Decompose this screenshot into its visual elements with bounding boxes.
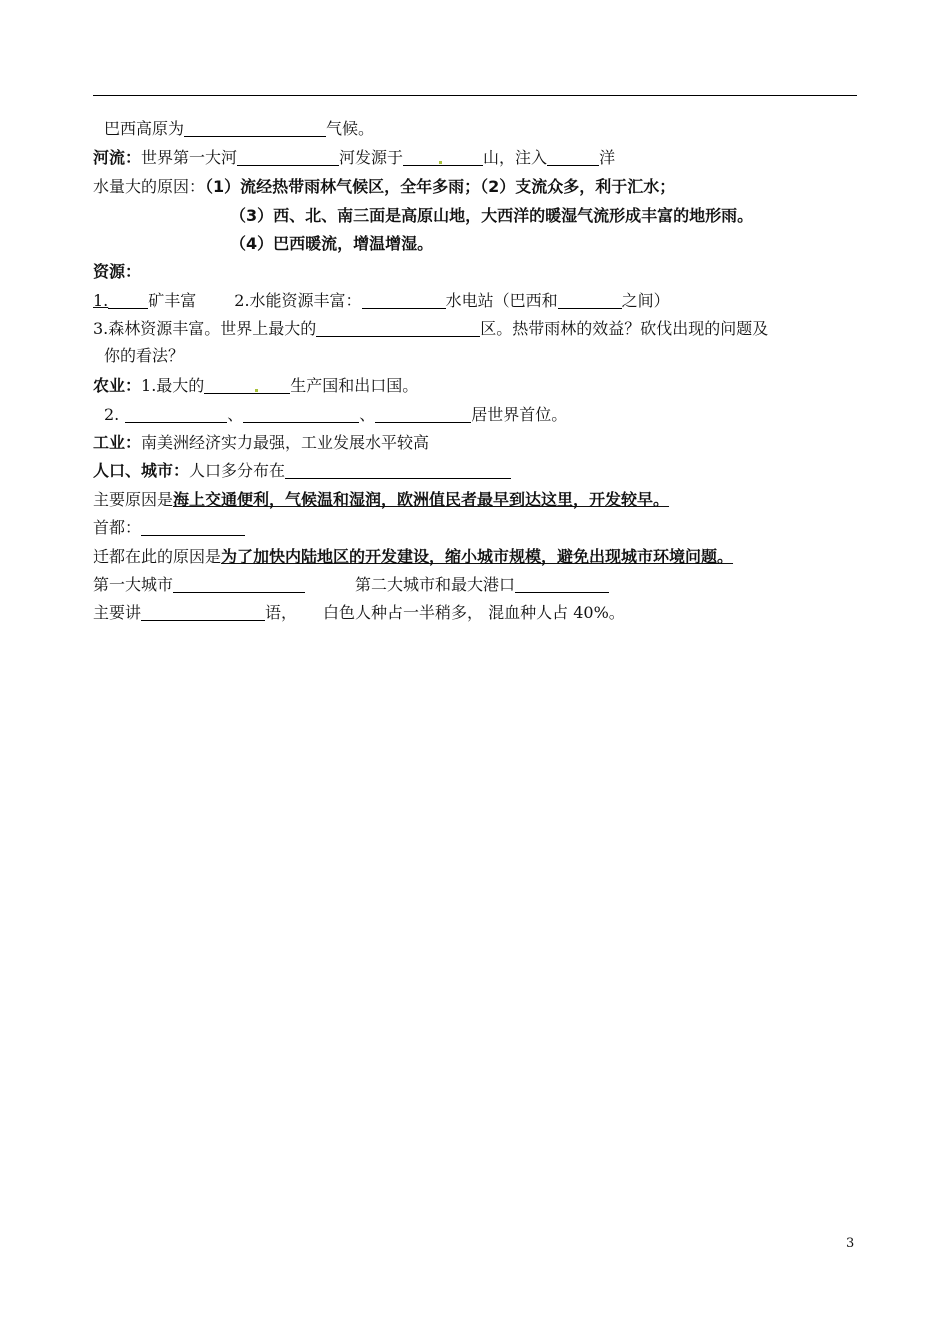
race-text: 白色人种占一半稍多， 混血种人占 40%。 [323, 603, 625, 622]
blank-river[interactable] [237, 149, 339, 166]
res3-text1: 3.森林资源丰富。世界上最大的 [93, 319, 317, 338]
population-line [93, 460, 511, 482]
capital-line [93, 517, 245, 539]
reason-1-2: （1）流经热带雨林气候区，全年多雨；（2）支流众多，利于汇水； [205, 177, 676, 196]
move-reason: 为了加快内陆地区的开发建设，缩小城市规模，避免出现城市环境问题。 [221, 547, 734, 566]
river-text1: 世界第一大河 [141, 148, 238, 167]
capital-label: 首都： [93, 518, 142, 537]
res1-text: 矿丰富 [148, 291, 197, 310]
blank-language[interactable] [141, 604, 265, 621]
city1-label: 第一大城市 [93, 575, 174, 594]
agri1-text2: 生产国和出口国。 [290, 376, 419, 395]
industry-line [93, 432, 429, 454]
blank-crop[interactable] [204, 377, 290, 394]
sep-1: 、 [227, 405, 244, 424]
res1-num: 1. [93, 291, 109, 310]
blank-city1[interactable] [173, 576, 305, 593]
blank-capital[interactable] [141, 519, 245, 536]
lang-suffix: 语， [265, 603, 298, 622]
main-reason: 海上交通便利，气候温和湿润，欧洲值民者最早到达这里，开发较早。 [173, 490, 670, 509]
pop-label: 人口、城市： [93, 461, 190, 480]
resources-line-1 [93, 290, 670, 312]
blank-crop-b[interactable] [243, 406, 359, 423]
resources-line-3 [93, 318, 768, 340]
lang-prefix: 主要讲 [93, 603, 142, 622]
reason-3: （3）西、北、南三面是高原山地，大西洋的暖湿气流形成丰富的地形雨。 [230, 206, 754, 225]
agri-line-1 [93, 375, 418, 397]
move-prefix: 迁都在此的原因是 [93, 547, 222, 566]
river-text2: 河发源于 [339, 148, 404, 167]
blank-ocean[interactable] [547, 149, 599, 166]
blank-city2[interactable] [515, 576, 609, 593]
agri2-end: 居世界首位。 [471, 405, 568, 424]
blank-population[interactable] [285, 462, 511, 479]
pop-text: 人口多分布在 [189, 461, 286, 480]
reason-4: （4）巴西暖流，增温增湿。 [230, 234, 434, 253]
plateau-suffix: 气候。 [326, 119, 375, 138]
res2-between: 之间） [621, 291, 670, 310]
blank-climate[interactable] [184, 120, 326, 137]
city2-label: 第二大城市和最大港口 [355, 575, 516, 594]
river-text3: 山，注入 [483, 148, 548, 167]
main-reason-prefix: 主要原因是 [93, 490, 174, 509]
river-text4: 洋 [599, 148, 616, 167]
header-rule [93, 95, 857, 96]
blank-country[interactable] [558, 292, 622, 309]
res2-station: 水电站（巴西和 [445, 291, 558, 310]
agri-label: 农业： [93, 376, 142, 395]
blank-mountain[interactable] [403, 149, 483, 166]
plateau-prefix: 巴西高原为 [104, 119, 185, 138]
blank-forest[interactable] [316, 320, 480, 337]
main-reason-line [93, 489, 669, 511]
resources-label: 资源： [93, 262, 142, 281]
sep-2: 、 [359, 405, 376, 424]
water-reason-label: 水量大的原因： [93, 177, 206, 196]
river-label: 河流： [93, 148, 142, 167]
river-line [93, 147, 615, 169]
res3-text2: 区。热带雨林的效益？砍伐出现的问题及 [480, 319, 769, 338]
move-capital-line [93, 546, 733, 568]
plateau-line [104, 118, 374, 140]
industry-label: 工业： [93, 433, 142, 452]
agri1-text1: 1.最大的 [141, 376, 205, 395]
page-number: 3 [846, 1236, 855, 1251]
city-line [93, 574, 609, 596]
res3-text3: 你的看法？ [104, 346, 185, 365]
blank-crop-a[interactable] [125, 406, 227, 423]
blank-mineral[interactable] [108, 292, 148, 309]
industry-text: 南美洲经济实力最强，工业发展水平较高 [141, 433, 430, 452]
language-line [93, 602, 625, 624]
res2-text: 2.水能资源丰富： [234, 291, 362, 310]
blank-station[interactable] [362, 292, 446, 309]
agri2-num: 2. [104, 405, 120, 424]
blank-crop-c[interactable] [375, 406, 471, 423]
water-reason-line [93, 176, 675, 198]
agri-line-2 [104, 404, 567, 426]
